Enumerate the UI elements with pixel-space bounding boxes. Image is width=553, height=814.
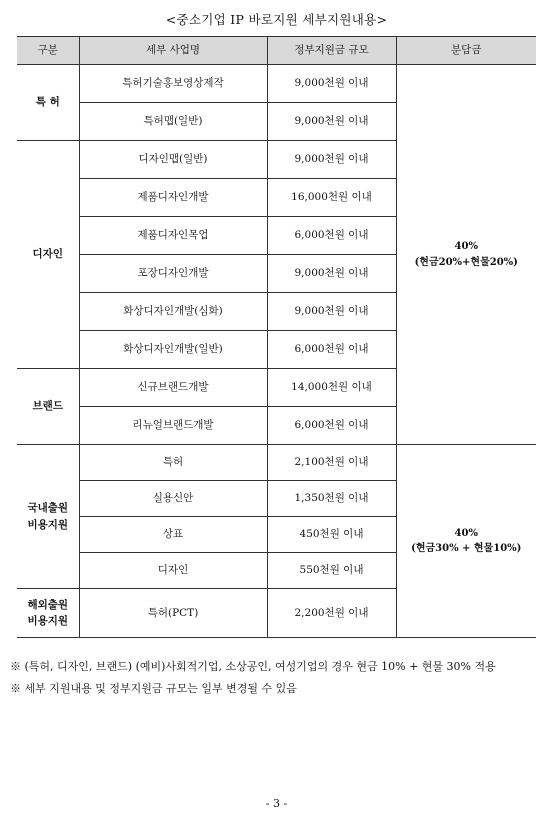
document-title: <중소기업 IP 바로지원 세부지원내용>	[165, 12, 388, 27]
footnote-cost-share-exception: ※ (특허, 디자인, 브랜드) (예비)사회적기업, 소상공인, 여성기업의 경우 현금 10% + 현물 30% 적용	[10, 660, 496, 673]
program-name: 특허(PCT)	[79, 589, 267, 638]
program-name: 특허맵(일반)	[79, 103, 267, 141]
subsidy-amount: 14,000천원 이내	[267, 369, 396, 407]
cost-share-filing: 40% (현금30% + 현물10%)	[396, 445, 536, 638]
subsidy-amount: 16,000천원 이내	[267, 179, 396, 217]
program-name: 제품디자인목업	[79, 217, 267, 255]
program-name: 화상디자인개발(일반)	[79, 331, 267, 369]
program-name: 리뉴얼브랜드개발	[79, 407, 267, 445]
program-name: 상표	[79, 517, 267, 553]
category-domestic-filing: 국내출원 비용지원	[17, 445, 79, 589]
program-name: 특허	[79, 445, 267, 481]
header-cost-share: 분담금	[396, 37, 536, 65]
footnote-subject-to-change: ※ 세부 지원내용 및 정부지원금 규모는 일부 변경될 수 있음	[10, 682, 297, 695]
header-subsidy-amount: 정부지원금 규모	[267, 37, 396, 65]
program-name: 디자인	[79, 553, 267, 589]
program-name: 신규브랜드개발	[79, 369, 267, 407]
subsidy-amount: 6,000천원 이내	[267, 331, 396, 369]
subsidy-amount: 6,000천원 이내	[267, 407, 396, 445]
cost-share-ip: 40% (현금20%+현물20%)	[396, 65, 536, 445]
category-overseas-filing: 해외출원 비용지원	[17, 589, 79, 638]
subsidy-amount: 9,000천원 이내	[267, 65, 396, 103]
program-name: 특허기술홍보영상제작	[79, 65, 267, 103]
subsidy-amount: 9,000천원 이내	[267, 103, 396, 141]
page-number: - 3 -	[265, 797, 288, 810]
support-details-table	[17, 36, 536, 638]
header-program-name: 세부 사업명	[79, 37, 267, 65]
subsidy-amount: 6,000천원 이내	[267, 217, 396, 255]
category-design: 디자인	[17, 141, 79, 369]
program-name: 포장디자인개발	[79, 255, 267, 293]
subsidy-amount: 450천원 이내	[267, 517, 396, 553]
program-name: 실용신안	[79, 481, 267, 517]
header-category: 구분	[17, 37, 79, 65]
subsidy-amount: 9,000천원 이내	[267, 141, 396, 179]
subsidy-amount: 2,200천원 이내	[267, 589, 396, 638]
subsidy-amount: 9,000천원 이내	[267, 255, 396, 293]
table-row	[17, 65, 536, 103]
subsidy-amount: 2,100천원 이내	[267, 445, 396, 481]
subsidy-amount: 1,350천원 이내	[267, 481, 396, 517]
program-name: 제품디자인개발	[79, 179, 267, 217]
table-header-row	[17, 37, 536, 65]
subsidy-amount: 9,000천원 이내	[267, 293, 396, 331]
table-row	[17, 445, 536, 481]
category-patent: 특 허	[17, 65, 79, 141]
program-name: 화상디자인개발(심화)	[79, 293, 267, 331]
subsidy-amount: 550천원 이내	[267, 553, 396, 589]
program-name: 디자인맵(일반)	[79, 141, 267, 179]
footnotes	[10, 656, 550, 700]
category-brand: 브랜드	[17, 369, 79, 445]
